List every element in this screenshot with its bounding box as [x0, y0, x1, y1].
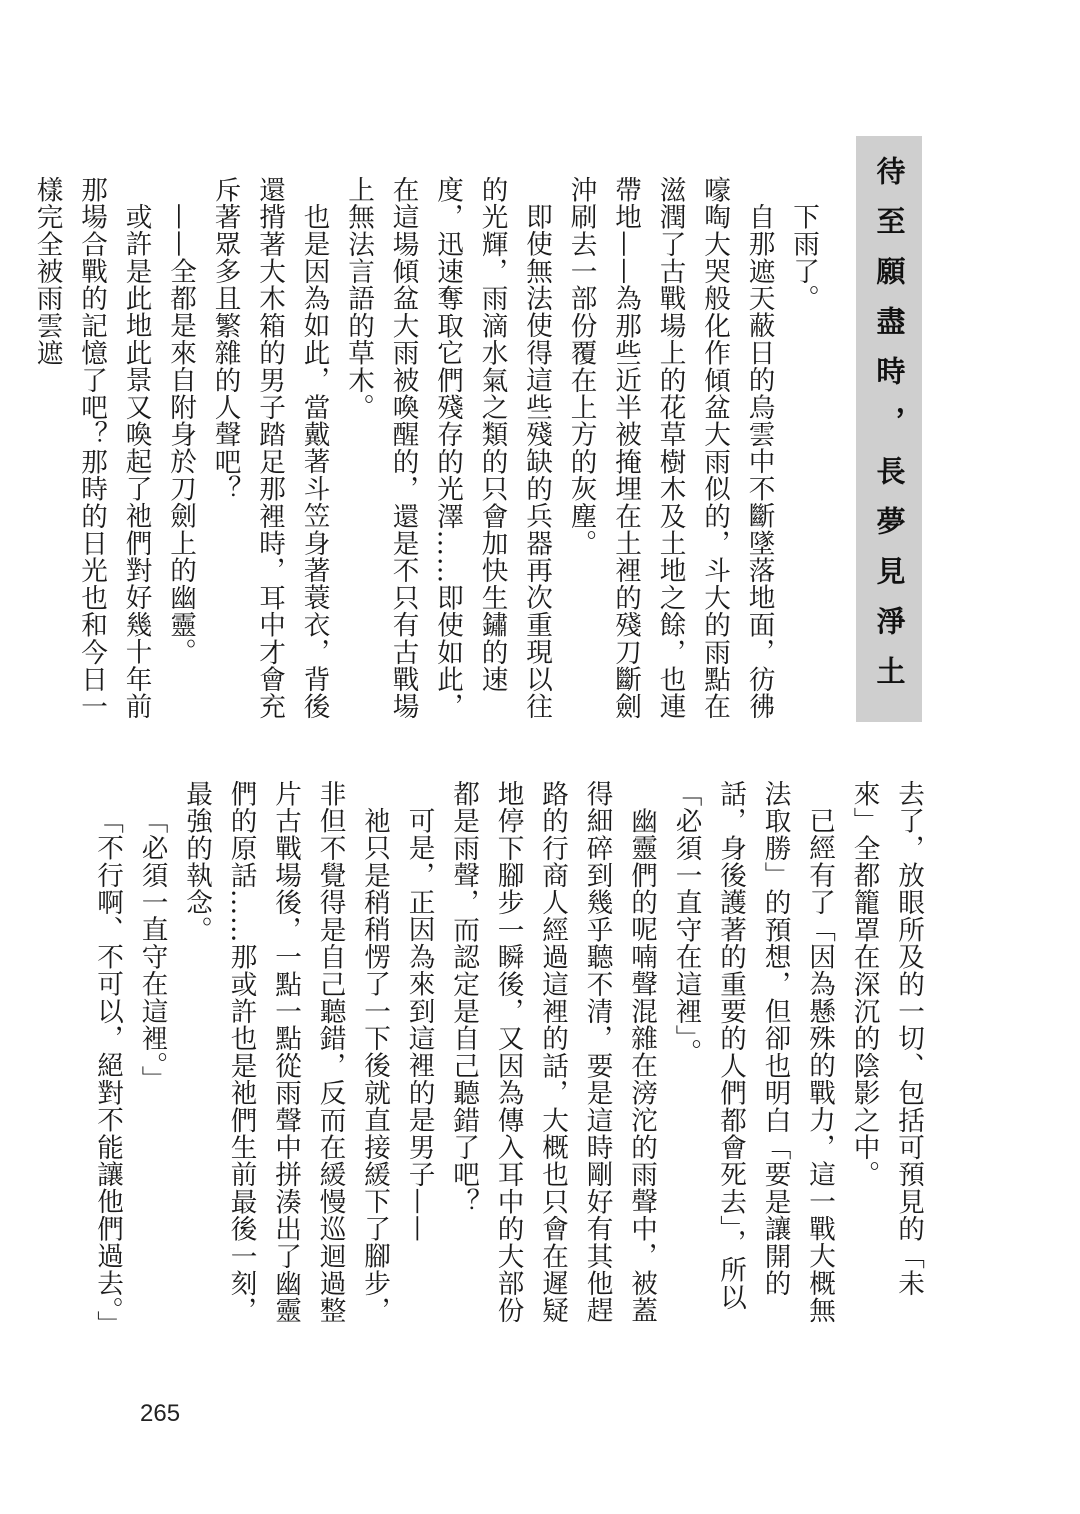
paragraph: 或許是此地此景又喚起了祂們對好幾十年前那場合戰的記憶了吧？那時的日光也和今日一樣完全被雨雲遮: [31, 176, 152, 720]
paragraph: 幽靈們的呢喃聲混雜在滂沱的雨聲中，被蓋得細碎到幾乎聽不清，要是這時剛好有其他趕路的行商人經過這裡的話，大概也只會在遲疑地停下腳步一瞬後，又因為傳入耳中的大部份都是雨聲，而認定是自己聽錯了吧？: [448, 780, 657, 1324]
paragraph: 「不行啊、不可以，絕對不能讓他們過去。」: [92, 806, 123, 1338]
paragraph: 祂只是稍稍愣了一下後就直接緩下了腳步，非但不覺得是自己聽錯，反而在緩慢巡迴過整片古戰場後，一點一點從雨聲中拼湊出了幽靈們的原話……那或許也是祂們生前最後一刻，最強的執念。: [181, 780, 390, 1324]
paragraph: ——全都是來自附身於刀劍上的幽靈。: [165, 202, 196, 665]
paragraph: 去了，放眼所及的一切、包括可預見的「未來」全都籠罩在深沉的陰影之中。: [848, 780, 924, 1297]
paragraph: 也是因為如此，當戴著斗笠身著蓑衣，背後還揹著大木箱的男子踏足那裡時，耳中才會充斥著眾多且繁雜的人聲吧？: [209, 176, 330, 720]
body-text-top: [31, 176, 825, 732]
chapter-title-box: [856, 136, 922, 722]
paragraph: 「必須一直守在這裡。」: [136, 806, 168, 1093]
paragraph: 即使無法使得這些殘缺的兵器再次重現以往的光輝，雨滴水氣之類的只會加快生鏽的速度，迅速奪取它們殘存的光澤……即使如此，在這場傾盆大雨被喚醒的，還是不只有古戰場上無法言語的草木。: [343, 176, 552, 720]
paragraph: 已經有了「因為懸殊的戰力，這一戰大概無法取勝」的預想，但卻也明白「要是讓開的話，身後護著的重要的人們都會死去」，所以「必須一直守在這裡」。: [670, 780, 835, 1324]
paragraph: 可是，正因為來到這裡的是男子——: [403, 806, 435, 1242]
paragraph: 自那遮天蔽日的烏雲中不斷墜落地面，彷彿嚎啕大哭般化作傾盆大雨似的，斗大的雨點在滋潤了古戰場上的花草樹木及土地之餘，也連帶地——為那些近半被掩埋在土裡的殘刀斷劍沖刷去一部份覆在上方的灰塵。: [565, 176, 775, 720]
chapter-title: 待至願盡時，長夢見淨土: [872, 156, 907, 706]
page-number: 265: [140, 1400, 181, 1427]
paragraph: 下雨了。: [788, 202, 819, 312]
body-text-bottom: [92, 780, 930, 1338]
